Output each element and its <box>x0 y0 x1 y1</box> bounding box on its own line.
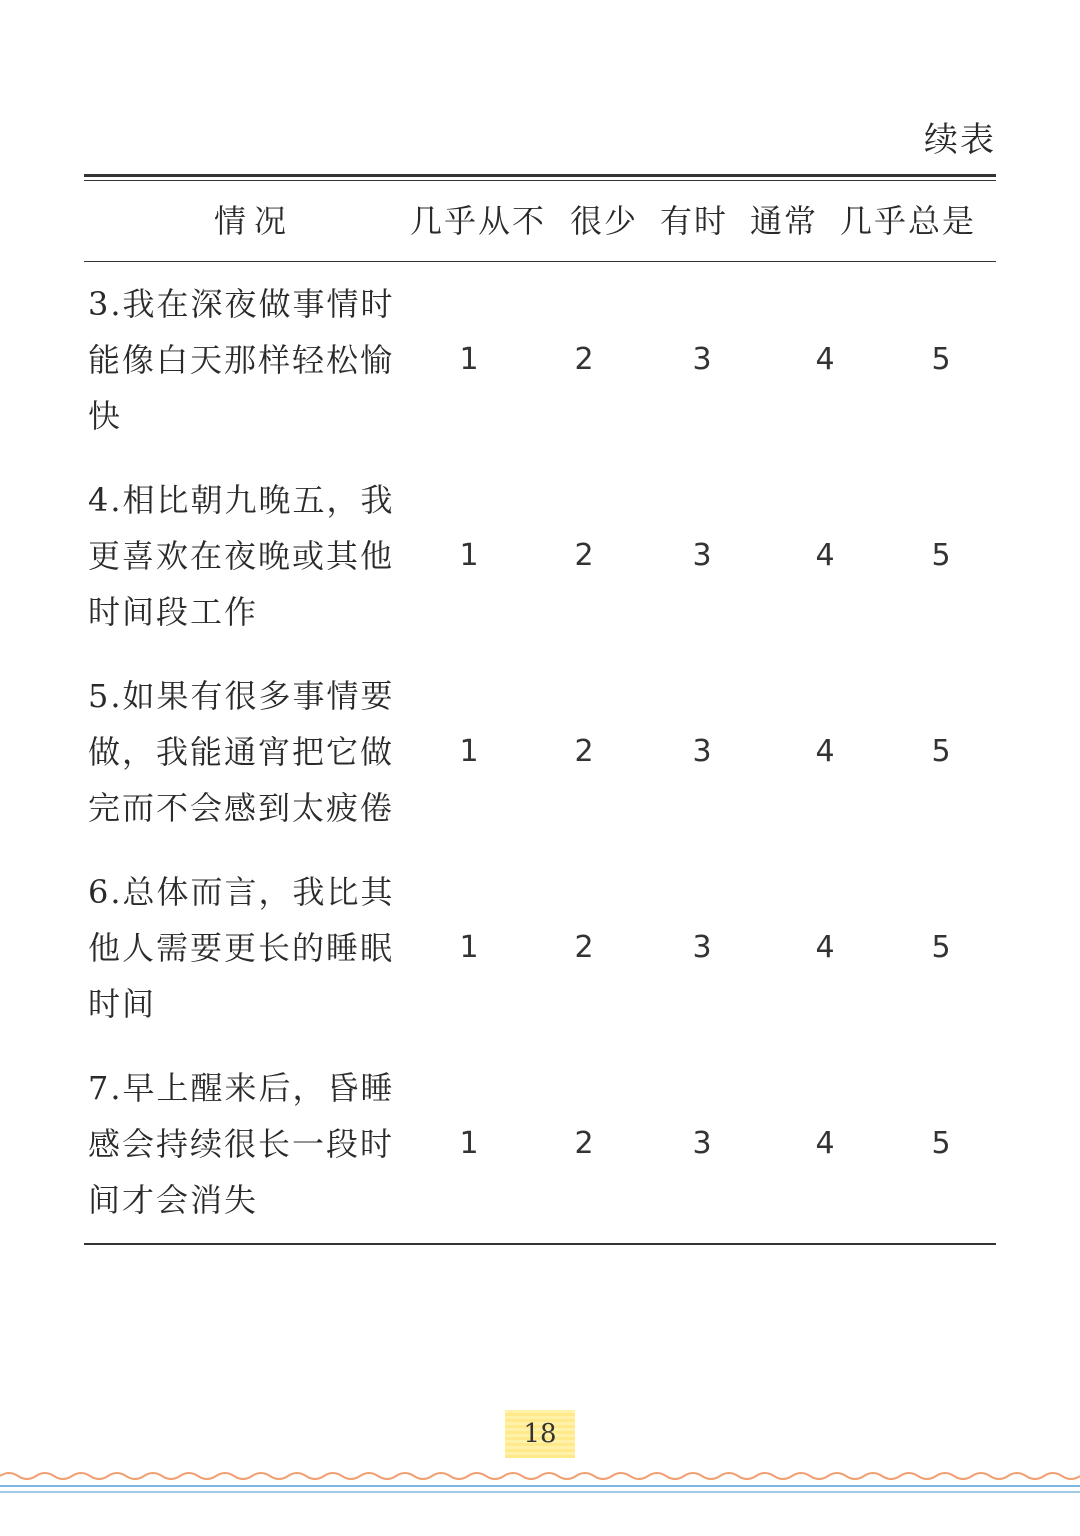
row-statement: 5.如果有很多事情要做，我能通宵把它做完而不会感到太疲倦 <box>88 677 395 827</box>
wave-line-orange <box>0 1473 1080 1479</box>
rating-2: 2 <box>574 342 594 377</box>
rating-1: 1 <box>459 734 479 769</box>
rating-5: 5 <box>931 930 951 965</box>
rating-5: 5 <box>931 1126 951 1161</box>
header-sometimes: 有时 <box>660 202 729 240</box>
table-bottom-rule <box>84 1243 996 1245</box>
table-top-rule-thick <box>84 174 996 177</box>
table-row <box>84 864 996 1032</box>
rating-4: 4 <box>815 538 835 573</box>
rating-3: 3 <box>692 342 712 377</box>
decorative-wave-border <box>0 1468 1080 1508</box>
table-row <box>84 1060 996 1228</box>
rating-1: 1 <box>459 342 479 377</box>
rating-2: 2 <box>574 930 594 965</box>
rating-3: 3 <box>692 930 712 965</box>
rating-3: 3 <box>692 538 712 573</box>
page-number-badge <box>505 1410 575 1458</box>
table-row <box>84 668 996 836</box>
rating-4: 4 <box>815 930 835 965</box>
rating-3: 3 <box>692 734 712 769</box>
rating-5: 5 <box>931 342 951 377</box>
table-header-rule <box>84 261 996 262</box>
header-rarely: 很少 <box>570 202 639 240</box>
rating-1: 1 <box>459 1126 479 1161</box>
header-almost-never: 几乎从不 <box>410 202 547 240</box>
header-almost-always: 几乎总是 <box>840 202 977 240</box>
table-row <box>84 472 996 640</box>
rating-2: 2 <box>574 734 594 769</box>
row-statement: 6.总体而言，我比其他人需要更长的睡眠时间 <box>88 873 395 1023</box>
rating-4: 4 <box>815 734 835 769</box>
table-top-rule-thin <box>84 180 996 181</box>
table-row <box>84 276 996 444</box>
row-statement: 7.早上醒来后，昏睡感会持续很长一段时间才会消失 <box>88 1069 395 1219</box>
rating-2: 2 <box>574 538 594 573</box>
rating-5: 5 <box>931 734 951 769</box>
row-statement: 3.我在深夜做事情时能像白天那样轻松愉快 <box>88 285 395 435</box>
rating-1: 1 <box>459 538 479 573</box>
rating-4: 4 <box>815 342 835 377</box>
rating-4: 4 <box>815 1126 835 1161</box>
row-statement: 4.相比朝九晚五，我更喜欢在夜晚或其他时间段工作 <box>88 481 395 631</box>
rating-3: 3 <box>692 1126 712 1161</box>
rating-1: 1 <box>459 930 479 965</box>
page-number: 18 <box>523 1419 557 1449</box>
header-usually: 通常 <box>750 202 819 240</box>
rating-2: 2 <box>574 1126 594 1161</box>
header-situation: 情况 <box>214 202 295 240</box>
continued-label: 续表 <box>924 120 996 160</box>
rating-5: 5 <box>931 538 951 573</box>
